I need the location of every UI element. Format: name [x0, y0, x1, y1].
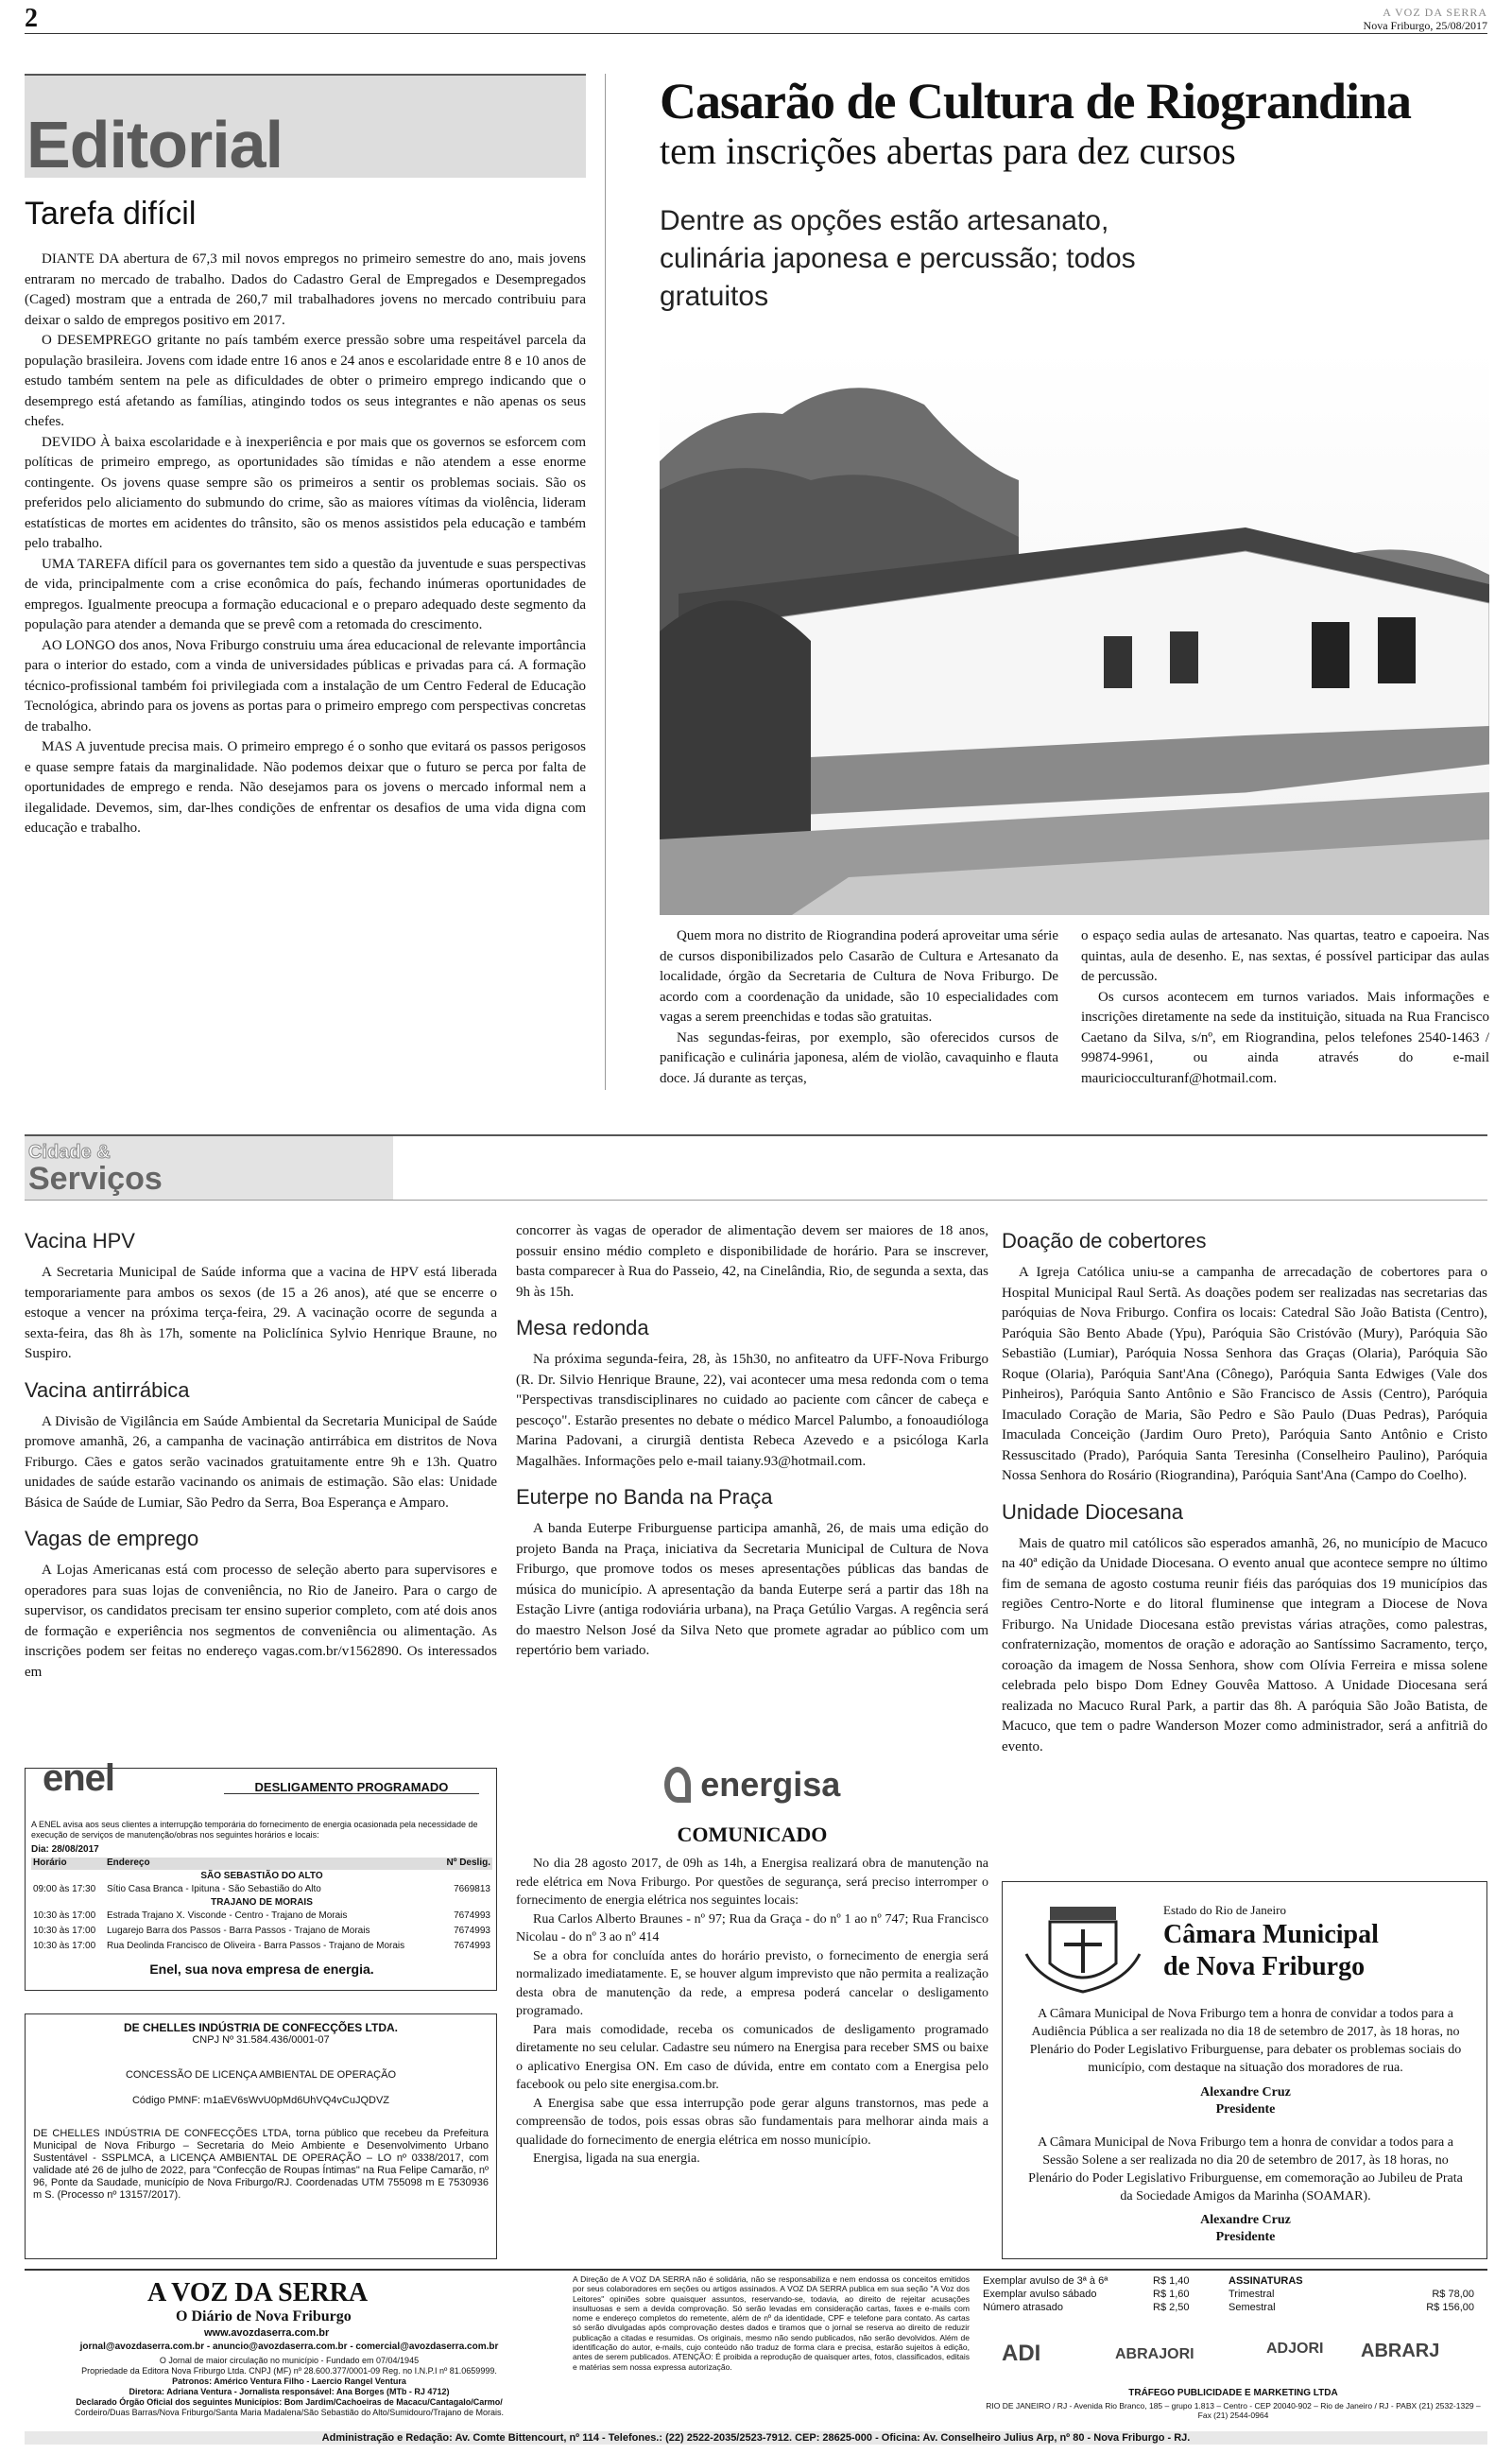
price-value: R$ 2,50 — [1153, 2302, 1190, 2313]
footer-disclaimer: A Direção de A VOZ DA SERRA não é solidária, não se responsabiliza e nem endossa os conceitos emitidos por seus colaboradores em seções ou artigos assinados. A VOZ DA SERRA publica em sua seção "A Voz dos Leitores" opiniões sobre quaisquer assuntos, reservando-se, todavia, ao direito de rejeitar acusações insultuosas e sem a devida comprovação. Só serão levadas em consideração cartas, faxes e e-mails com nome e endereço completos do remetente, além de nº da identidade, CPF e telefone para contato. As cartas só serão divulgadas após comprovação destes dados e tiramos que o jornal se reserva ao direito de reduzir publicação a citadas e resumidas. Os originais, mesmo não sendo publicados, não serão devolvidos. Além de identificação do autor, e-mails, cujo conteúdo não traduz de forma clara e precisa, estarão sujeitos à edição, antes de serem publicados. ATENÇÃO: É proibida a reprodução de quaisquer artes, fotos, classificados, editais e matérias sem nossa expressa autorização. — [573, 2274, 970, 2372]
cell: 7669813 — [454, 1884, 490, 1894]
cell: 7674993 — [454, 1910, 490, 1921]
editorial-column — [25, 74, 586, 1085]
servicos-column-3 — [1002, 1229, 1487, 1757]
footer-line: Cordeiro/Duas Barras/Nova Friburgo/Santa Maria Madalena/São Sebastião do Alto/Sumidouro/Trajano de Morais. — [75, 2408, 504, 2417]
cell: Sítio Casa Branca - Ipituna - São Sebastião do Alto — [107, 1884, 321, 1894]
article-body — [516, 1221, 988, 1303]
price-row — [983, 2288, 1219, 2301]
price-label: Semestral — [1228, 2302, 1276, 2313]
feature-paragraph: Quem mora no distrito de Riograndina poderá aproveitar uma série de cursos disponibilizados pelo Casarão de Cultura e Artesanato da localidade, órgão da Secretaria de Cultura de Nova Friburgo. De acordo com a coordenação da unidade, são 10 especialidades com vagas a serem preenchidas e todas são gratuitas. — [660, 928, 1058, 1025]
price-label: Exemplar avulso sábado — [983, 2289, 1097, 2300]
article-text: A Lojas Americanas está com processo de seleção aberto para supervisores e operadores para suas lojas de conveniência, no Rio de Janeiro. Para o cargo de supervisor, os candidatos precisam ter ensino superior completo, com até dois anos de formação e experiência nos segmentos de conveniência ou alimentação. As inscrições podem ser feitas no endereço vagas.com.br/v1562890. Os interessados em — [25, 1563, 497, 1680]
footer-line: Diretora: Adriana Ventura - Jornalista responsável: Ana Borges (MTb - RJ 4712) — [129, 2387, 450, 2396]
article-body — [1002, 1263, 1487, 1487]
price-label: Trimestral — [1228, 2289, 1275, 2300]
editorial-paragraph: DIANTE DA abertura de 67,3 mil novos empregos no primeiro semestre do ano, mais jovens entraram no mercado de trabalho. Dados do Cadastro Geral de Empregados e Desempregados (Caged) mostram que a entrada de 260,7 mil trabalhadores jovens no mercado contribuiu para deixar o saldo de empregos positivo em 2017. — [25, 251, 586, 328]
footer-line: Patronos: Américo Ventura Filho - Laercio Rangel Ventura — [172, 2376, 406, 2386]
table-row — [31, 1926, 492, 1937]
energisa-paragraph: Rua Carlos Alberto Braunes - nº 97; Rua da Graça - do nº 1 ao nº 747; Rua Francisco Nicolau - do nº 3 ao nº 414 — [516, 1911, 988, 1944]
energisa-notice — [516, 1760, 988, 2252]
feature-paragraph: o espaço sedia aulas de artesanato. Nas quartas, teatro e capoeira. Nas quintas, aula de desenho. E, nas sextas, é possível participar das aulas de percussão. — [1081, 928, 1489, 984]
feature-paragraph: Nas segundas-feiras, por exemplo, são oferecidos cursos de panificação e culinária japonesa, além de violão, cavaquinho e flauta doce. Já durante as terças, — [660, 1029, 1058, 1086]
price-row — [983, 2301, 1219, 2314]
camara-p1: A Câmara Municipal de Nova Friburgo tem a honra de convidar a todos para a Audiência Pública a ser realizada no dia 18 de setembro de 2017, às 18 horas, no Plenário do Poder Legislativo Friburguense, para debater os problemas sociais do município, com destaque na situação dos moradores de rua. — [1029, 2007, 1462, 2075]
footer-emails: jornal@avozdaserra.com.br - anuncio@avozdaserra.com.br - comercial@avozdaserra.com.br — [79, 2342, 499, 2352]
camara-role-2: Presidente — [1215, 2230, 1276, 2244]
footer-line: Declarado Órgão Oficial dos seguintes Municípios: Bom Jardim/Cachoeiras de Macacu/Cantagalo/Carmo/ — [76, 2397, 503, 2407]
article-title: Vacina HPV — [25, 1229, 135, 1253]
feature-col-2 — [1081, 926, 1489, 1089]
feature-col-1 — [660, 926, 1058, 1089]
camara-state: Estado do Rio de Janeiro — [1163, 1903, 1286, 1917]
price-value: R$ 1,40 — [1153, 2275, 1190, 2287]
footer-trafego: TRÁFEGO PUBLICIDADE E MARKETING LTDA — [1128, 2388, 1338, 2398]
energisa-paragraph: Se a obra for concluída antes do horário previsto, o fornecimento de energia será normalizado imediatamente. E, se houver algum imprevisto que não permita a realização desta obra de manutenção da rede, a empresa poderá cancelar o desligamento programado. — [516, 1948, 988, 2018]
footer-masthead: A VOZ DA SERRA — [147, 2278, 369, 2307]
footer-line: O Jornal de maior circulação no município - Fundado em 07/04/1945 — [159, 2356, 420, 2365]
camara-coat-of-arms-icon — [1022, 1897, 1144, 2001]
energisa-paragraph: Energisa, ligada na sua energia. — [533, 2152, 700, 2166]
enel-title: DESLIGAMENTO PROGRAMADO — [224, 1782, 479, 1794]
energisa-logo-text: energisa — [700, 1765, 841, 1804]
camara-notice — [1002, 1881, 1487, 2259]
enel-group-name: TRAJANO DE MORAIS — [211, 1897, 313, 1908]
enel-footer: Enel, sua nova empresa de energia. — [149, 1961, 374, 1977]
energisa-logo-icon — [664, 1767, 691, 1803]
enel-date: Dia: 28/08/2017 — [31, 1844, 99, 1855]
enel-ad — [25, 1757, 497, 1991]
page-number: 2 — [25, 4, 38, 33]
feature-photo — [660, 348, 1489, 915]
energisa-paragraph: A Energisa sabe que essa interrupção pode gerar alguns transtornos, mas pede a compreensão de todos, pois essas obras são fundamentais para melhorar ainda mais a qualidade do fornecimento de energia elétrica em nosso município. — [516, 2096, 988, 2148]
cell: Rua Deolinda Francisco de Oliveira - Barra Passos - Trajano de Morais — [107, 1941, 405, 1951]
article-text: A banda Euterpe Friburguense participa amanhã, 26, de mais uma edição do projeto Banda na Praça, iniciativa da Secretaria Municipal de Cultura de Nova Friburgo, que promove todos os meses apresentações públicas das bandas de música do município. A apresentação da banda Euterpe será a partir das 18h na Estação Livre (antiga rodoviária urbana), na Praça Getúlio Vargas. A regência será do maestro Nelson José da Silva Neto que promete agradar ao público com um repertório bem variado. — [516, 1521, 988, 1658]
abrarj-logo: ABRARJ — [1361, 2341, 1440, 2361]
camara-title-1: Câmara Municipal — [1163, 1920, 1379, 1949]
camara-p2: A Câmara Municipal de Nova Friburgo tem a honra de convidar a todos para a Sessão Solene a ser realizada no dia 20 de setembro de 2017, às 18 horas, no Plenário do Poder Legislativo Friburguense, em comemoração ao Jubileu de Prata da Sociedade Amigos da Marinha (SOAMAR). — [1028, 2135, 1463, 2203]
camara-sign-2: Alexandre Cruz — [1200, 2213, 1291, 2227]
editorial-title: Tarefa difícil — [25, 196, 197, 232]
footer-line: Propriedade da Editora Nova Friburgo Ltda. CNPJ (MF) nº 28.600.377/0001-09 Reg. no I.N.P.I nº 81.0659999. — [81, 2366, 497, 2376]
paper-name: A VOZ DA SERRA — [1383, 6, 1487, 19]
house-photo-illustration — [660, 348, 1489, 915]
dechelles-notice — [25, 2013, 497, 2259]
adjori-logo: ADJORI — [1266, 2341, 1324, 2357]
camara-role-1: Presidente — [1215, 2102, 1276, 2117]
energisa-logo — [516, 1760, 988, 1809]
article-body — [25, 1561, 497, 1683]
price-row — [1228, 2301, 1484, 2314]
camara-sign-1: Alexandre Cruz — [1200, 2085, 1291, 2100]
footer-address: Administração e Redação: Av. Comte Bittencourt, nº 114 - Telefones.: (22) 2522-2035/2523-7912. CEP: 28625-000 - Oficina: Av. Conselheiro Julius Arp, nº 80 - Nova Friburgo - RJ. — [25, 2431, 1487, 2445]
section-label-top: Cidade & — [28, 1142, 111, 1163]
article-text: Na próxima segunda-feira, 28, às 15h30, no anfiteatro da UFF-Nova Friburgo (R. Dr. Silvio Henrique Braune, 22), vai acontecer uma mesa redonda com o tema "Perspectivas transdisciplinares no cuidado ao paciente com câncer de cabeça e pescoço". Estarão presentes no debate o médico Marcel Palumbo, a fonoaudióloga Marina Padovani, a cirurgiã dentista Rebeca Azevedo e a psicóloga Karla Magalhães. Informações pelo e-mail taiany.93@hotmail.com. — [516, 1352, 988, 1469]
cidade-servicos-banner — [25, 1134, 1487, 1201]
article-title: Doação de cobertores — [1002, 1229, 1207, 1253]
energisa-body — [516, 1855, 988, 2169]
editorial-paragraph: AO LONGO dos anos, Nova Friburgo construiu uma área educacional de relevante importância para o interior do estado, com a vinda de universidades públicas e privadas para cá. A formação técnico-profissional também foi privilegiada com a instalação de um Centro Federal de Educação Tecnológica, abrindo para os jovens as portas para o primeiro emprego com perspectivas concretas de trabalho. — [25, 637, 586, 734]
article-title: Euterpe no Banda na Praça — [516, 1485, 773, 1509]
price-label: Número atrasado — [983, 2302, 1063, 2313]
cell: 09:00 às 17:30 — [33, 1884, 96, 1894]
footer-prices — [983, 2274, 1219, 2314]
article-title: Vacina antirrábica — [25, 1377, 190, 1402]
footer-logos — [983, 2329, 1484, 2386]
table-row — [31, 1941, 492, 1952]
page-header — [25, 6, 1487, 34]
feature-article — [660, 74, 1489, 1095]
dateline: Nova Friburgo, 25/08/2017 — [1363, 19, 1487, 32]
cell: 10:30 às 17:00 — [33, 1941, 96, 1951]
editorial-section-title: Editorial — [26, 108, 284, 181]
dechelles-company: DE CHELLES INDÚSTRIA DE CONFECÇÕES LTDA. — [123, 2021, 398, 2034]
footer-site: www.avozdaserra.com.br — [204, 2327, 330, 2339]
article-body — [25, 1263, 497, 1365]
cell: 7674993 — [454, 1941, 490, 1951]
enel-logo: enel — [43, 1757, 115, 1799]
article-text: Mais de quatro mil católicos são esperados amanhã, 26, no município de Macuco na 40ª edição da Unidade Diocesana. O evento anual que acontece sempre no último fim de semana de agosto costuma reunir fiéis das paróquias dos 19 municípios das regiões Centro-Norte e do litoral fluminense que integram a Diocese de Nova Friburgo. Na Unidade Diocesana estão previstas várias atrações, como palestras, confraternização, momentos de oração e adoração ao Santíssimo Sacramento, terço, coroação da imagem de Nossa Senhora, show com Olívia Ferreira e missa solene celebrada pelo bispo Dom Edney Gouvêa Mattoso. A Unidade Diocesana será realizada no Macuco Rural Park, a partir das 8h. A paróquia São João Batista, de Macuco, que tem o padre Wanderson Mozer como administrador, será a anfitriã do evento. — [1002, 1535, 1487, 1754]
price-value: R$ 78,00 — [1432, 2289, 1474, 2300]
col-header: Horário — [33, 1858, 67, 1868]
assinaturas-title: ASSINATURAS — [1228, 2275, 1303, 2287]
article-title: Mesa redonda — [516, 1316, 649, 1339]
dechelles-cnpj: CNPJ Nº 31.584.436/0001-07 — [192, 2034, 330, 2046]
dechelles-text: DE CHELLES INDÚSTRIA DE CONFECÇÕES LTDA, torna público que recebeu da Prefeitura Municipal de Nova Friburgo – Secretaria do Meio Ambiente e Desenvolvimento Urbano Sustentável - SSPLMCA, a LICENÇA AMBIENTAL DE OPERAÇÃO – LO nº 0338/2017, com validade até 26 de julho de 2022, para "Confecção de Roupas Íntimas" na Rua Felipe Camarão, nº 96, Ponte da Saudade, município de Nova Friburgo/RJ. Coordenadas UTM 755098 m E 7530936 m S. (Processo nº 13157/2017). — [33, 2128, 489, 2201]
price-label: Exemplar avulso de 3ª à 6ª — [983, 2275, 1108, 2287]
footer-assinaturas — [1228, 2274, 1484, 2314]
cell: Estrada Trajano X. Visconde - Centro - Trajano de Morais — [107, 1910, 348, 1921]
article-title: Vagas de emprego — [25, 1527, 199, 1550]
table-row — [31, 1910, 492, 1922]
price-value: R$ 156,00 — [1426, 2302, 1474, 2313]
cell: 10:30 às 17:00 — [33, 1910, 96, 1921]
col-header: Nº Deslig. — [446, 1858, 490, 1868]
col-header: Endereço — [107, 1858, 150, 1868]
table-row — [31, 1884, 492, 1895]
cell: 10:30 às 17:00 — [33, 1926, 96, 1936]
editorial-paragraph: DEVIDO À baixa escolaridade e à inexperiência e por mais que os governos se esforcem com políticas de primeiro emprego, as oportunidades são tímidas e não atendem a esse enorme contingente. Os jovens quase sempre são os primeiros a sentir os problemas sociais. São os preferidos pelo aliciamento do submundo do crime, são as maiores vítimas da violência, lideram estatísticas de mortes em acidentes do trânsito, são os menos assistidos pela educação e também pelo trabalho. — [25, 434, 586, 551]
price-row — [1228, 2288, 1484, 2301]
article-body — [1002, 1534, 1487, 1758]
dechelles-codigo: Código PMNF: m1aEV6sWvU0pMd6UhVQ4vCuJQDVZ — [131, 2095, 390, 2106]
enel-group-name: SÃO SEBASTIÃO DO ALTO — [200, 1871, 323, 1881]
adi-logo: ADI — [1002, 2341, 1041, 2366]
article-text: A Secretaria Municipal de Saúde informa que a vacina de HPV está liberada temporariamente para ambos os sexos (de 15 a 26 anos), até que se encerre o estoque a vencer na próxima terça-feira, 29. A vacinação ocorre de segunda a sexta-feira, das 8h às 17h, somente na Policlínica Sylvio Henrique Braune, no Suspiro. — [25, 1265, 497, 1361]
feature-paragraph: Os cursos acontecem em turnos variados. Mais informações e inscrições diretamente na sede da instituição, situada na Rua Francisco Caetano da Silva, s/nº, em Riograndina, pelos telefones 2540-1463 / 99874-9961, ou ainda através do e-mail mauriciocculturanf@hotmail.com. — [1081, 989, 1489, 1086]
page-footer — [25, 2269, 1487, 2445]
feature-headline: Casarão de Cultura de Riograndina — [660, 73, 1412, 130]
article-text: concorrer às vagas de operador de alimentação devem ser maiores de 18 anos, possuir ensino médio completo e disponibilidade de horário. Para se inscrever, basta comparecer à Rua do Passeio, 42, na Cinelândia, Rio, de segunda a sexta, das 9h às 15h. — [516, 1223, 988, 1300]
article-body — [516, 1350, 988, 1472]
article-body — [516, 1519, 988, 1662]
editorial-paragraph: O DESEMPREGO gritante no país também exerce pressão sobre uma respeitável parcela da população brasileira. Jovens com idade entre 16 anos e 24 anos e escolaridade entre 8 e 10 anos de estudo também sentem na pele as dificuldades de obter o primeiro emprego indicando que o desemprego está afetando as famílias, atingindo todos os seus integrantes e não apenas os seus chefes. — [25, 333, 586, 429]
article-body — [25, 1412, 497, 1514]
editorial-body — [25, 250, 586, 839]
editorial-paragraph: UMA TAREFA difícil para os governantes tem sido a questão da juventude e suas perspectivas de vida, principalmente com a crise econômica do país, fechando inúmeras oportunidades de empregos. Igualmente preocupa a formação educacional e o preparo adequado deste segmento da população para atender a demanda que se prevê com a retomada do crescimento. — [25, 556, 586, 632]
camara-title-2: de Nova Friburgo — [1163, 1952, 1366, 1981]
servicos-column-2 — [516, 1221, 988, 1662]
column-divider — [605, 74, 606, 1090]
cell: Lugarejo Barra dos Passos - Barra Passos - Trajano de Morais — [107, 1926, 370, 1936]
feature-deck: Dentre as opções estão artesanato, culinária japonesa e percussão; todos gratuitos — [660, 205, 1136, 312]
abrajori-logo: ABRAJORI — [1115, 2346, 1194, 2362]
section-label-bottom: Serviços — [28, 1161, 163, 1197]
footer-info — [25, 2356, 554, 2418]
energisa-paragraph: Para mais comodidade, receba os comunicados de desligamento programado diretamente no seu celular. Cadastre seu número na Energisa para receber SMS ou baixe o aplicativo Energisa ON. Em caso de dúvida, entre em contato com a Energisa pelo facebook ou pelo site energisa.com.br. — [516, 2022, 988, 2092]
feature-subheadline: tem inscrições abertas para dez cursos — [660, 130, 1236, 172]
energisa-title: COMUNICADO — [677, 1823, 828, 1846]
price-value: R$ 1,60 — [1153, 2289, 1190, 2300]
article-title: Unidade Diocesana — [1002, 1499, 1184, 1524]
footer-subtitle: O Diário de Nova Friburgo — [176, 2308, 352, 2324]
article-text: A Divisão de Vigilância em Saúde Ambiental da Secretaria Municipal de Saúde promove amanhã, 26, a campanha de vacinação antirrábica em distritos de Nova Friburgo. Cães e gatos serão vacinados gratuitamente entre 9h e 13h. Quatro unidades de saúde estarão vacinando os animais de estimação. São elas: Unidade Básica de Saúde de Lumiar, São Pedro da Serra, Boa Esperança e Amparo. — [25, 1413, 497, 1511]
article-text: A Igreja Católica uniu-se a campanha de arrecadação de cobertores para o Hospital Municipal Raul Sertã. As doações podem ser realizadas nas secretarias das paróquias de Nova Friburgo. Confira os locais: Catedral São João Batista (Centro), Paróquia São Bento Abade (Ypu), Paróquia São Cristóvão (Mury), Paróquia São Sebastião (Lumiar), Paróquia Nossa Senhora das Graças (Olaria), Paróquia São Roque (Olaria), Paróquia Sant'Ana (Cônego), Paróquia Santa Edwiges (Vale dos Pinheiros), Paróquia Santo Antônio e São Francisco de Assis (Centro), Paróquia Imaculado Coração de Maria, São Pedro e São Paulo (Duas Pedras), Paróquia Imaculada Conceição (Jardim Ouro Preto), Paróquia Santo Antônio e Cristo Ressuscitado (Prado), Paróquia Santa Teresinha (Conselheiro Paulino), Paróquia Nossa Senhora do Rosário (Riograndina), Paróquia Sant'Ana (Campo do Coelho). — [1002, 1265, 1487, 1483]
cell: 7674993 — [454, 1926, 490, 1936]
editorial-paragraph: MAS A juventude precisa mais. O primeiro emprego é o sonho que evitará os passos perigosos e quase sempre fatais da marginalidade. Não podemos deixar que o futuro se perca por falta de oportunidades de emprego e renda. Não desejamos para os jovens o mercado informal nem a ilegalidade. Devemos, sim, dar-lhes condições de enfrentar os desafios de uma vida digna com educação e trabalho. — [25, 739, 586, 836]
energisa-paragraph: No dia 28 agosto 2017, de 09h as 14h, a Energisa realizará obra de manutenção na rede elétrica em Nova Friburgo. Por questões de segurança, será preciso interromper o fornecimento de energia elétrica nos seguintes locais: — [516, 1857, 988, 1908]
price-row — [983, 2274, 1219, 2288]
enel-intro: A ENEL avisa aos seus clientes a interrupção temporária do fornecimento de energia ocasionada pela necessidade de execução de serviços de manutenção/obras nos seguintes horários e locais: — [31, 1820, 478, 1840]
editorial-banner — [25, 74, 586, 181]
dechelles-concessao: CONCESSÃO DE LICENÇA AMBIENTAL DE OPERAÇÃO — [125, 2069, 397, 2081]
footer-trafego-address: RIO DE JANEIRO / RJ - Avenida Rio Branco, 185 – grupo 1.813 – Centro - CEP 20040-902 – Rio de Janeiro / RJ - PABX (21) 2532-1329 – Fax (21) 2544-0964 — [986, 2401, 1481, 2420]
servicos-column-1 — [25, 1229, 497, 1683]
enel-table-header — [31, 1858, 492, 1870]
